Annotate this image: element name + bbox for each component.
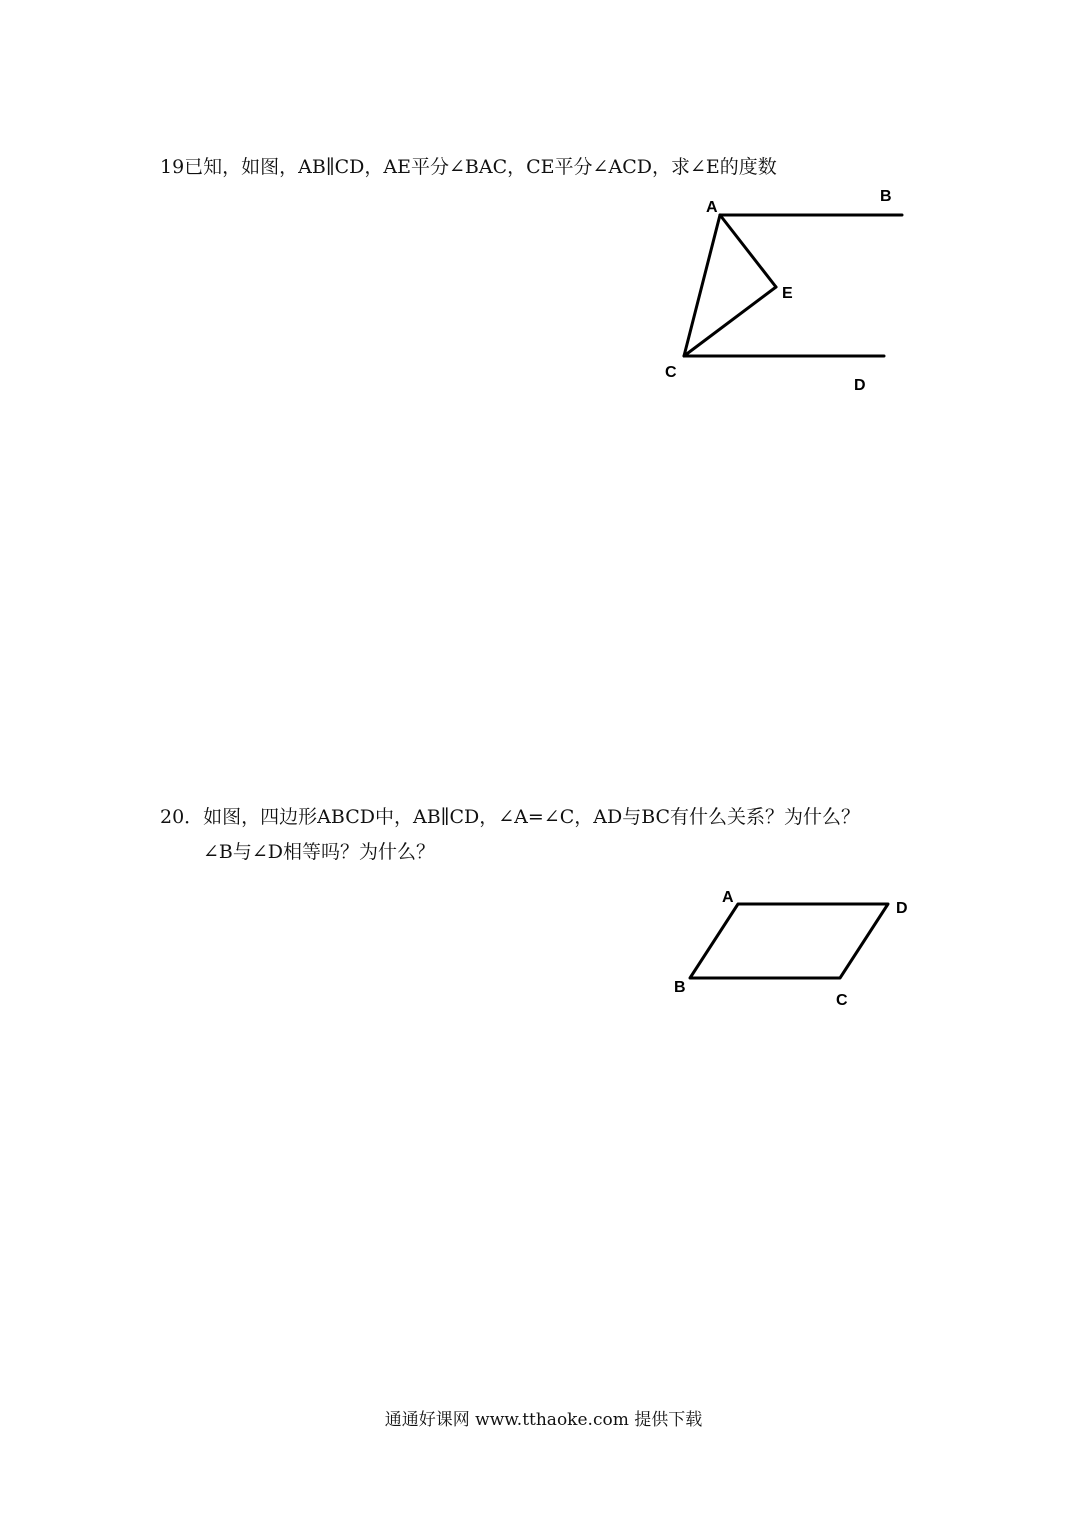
label-b: B [880,188,892,205]
problem-20-figure [660,880,920,1020]
problem-19-text: 19已知，如图，AB∥CD，AE平分∠BAC，CE平分∠ACD，求∠E的度数 [160,156,777,178]
label-b: B [674,979,686,996]
label-a: A [722,889,734,906]
quadrilateral-abcd [690,904,888,978]
footer-source-note: 通通好课网 www.tthaoke.com 提供下载 [384,1410,703,1430]
problem-20-text-line-1: 20．如图，四边形ABCD中，AB∥CD，∠A=∠C，AD与BC有什么关系？为什么？ [160,806,861,828]
label-c: C [665,364,677,381]
problem-19-figure [650,180,920,400]
label-d: D [854,377,866,394]
problem-20-text-line-2: ∠B与∠D相等吗？为什么？ [203,841,436,863]
segment-ae [720,215,776,287]
label-d: D [896,900,908,917]
label-a: A [706,199,718,216]
label-e: E [782,285,793,302]
label-c: C [836,992,848,1009]
